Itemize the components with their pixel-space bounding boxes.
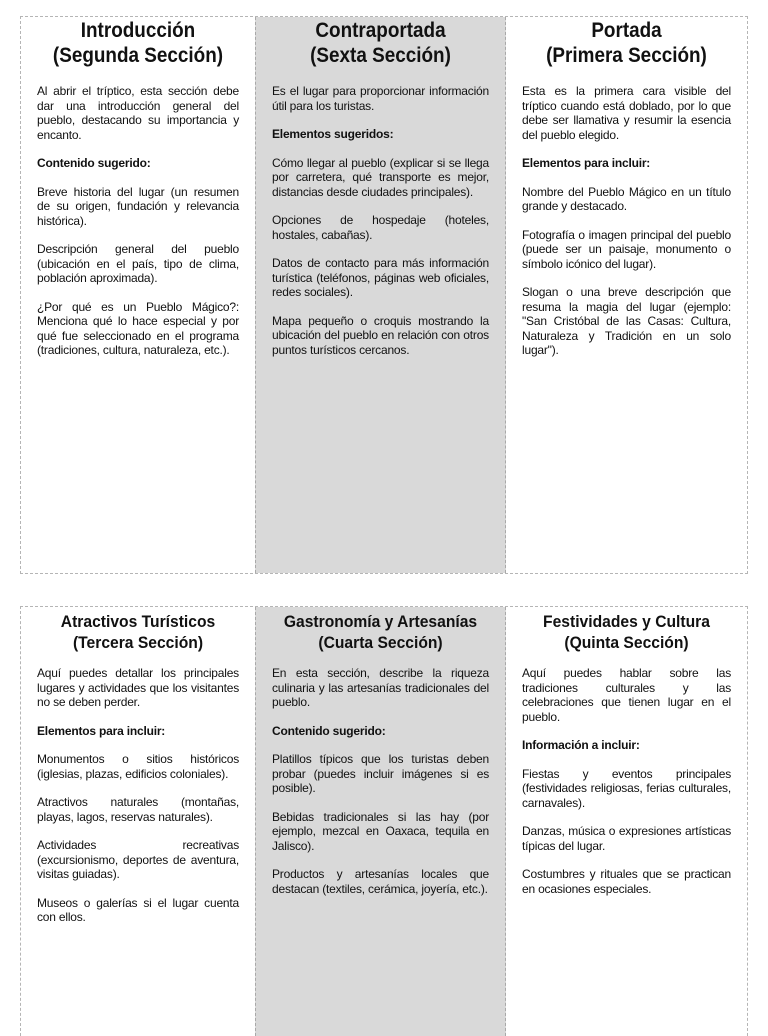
paragraph: Atractivos naturales (montañas, playas, lagos, reservas naturales). bbox=[37, 795, 239, 824]
panel-title-line: Gastronomía y Artesanías bbox=[283, 612, 478, 631]
paragraph: Fiestas y eventos principales (festividades religiosas, ferias culturales, carnavales). bbox=[522, 766, 731, 810]
panel-title bbox=[530, 607, 722, 653]
paragraph: En esta sección, describe la riqueza culinaria y las artesanías tradicionales del pueblo. bbox=[272, 666, 489, 709]
panel-atractivos bbox=[21, 607, 255, 1036]
panel-title bbox=[281, 607, 481, 653]
panel-body bbox=[522, 84, 731, 358]
panel-title-subline: (Cuarta Sección) bbox=[318, 633, 443, 652]
paragraph: Fotografía o imagen principal del pueblo (puede ser un paisaje, monumento o símbolo icónico del lugar). bbox=[522, 227, 731, 271]
panel-title-line: Atractivos Turísticos bbox=[60, 612, 216, 631]
panel-title-line: Contraportada bbox=[315, 19, 446, 42]
paragraph: Slogan o una breve descripción que resuma la magia del lugar (ejemplo: "San Cristóbal de las Casas: Cultura, Naturaleza y Tradición en un solo lugar"). bbox=[522, 285, 731, 357]
paragraph: Museos o galerías si el lugar cuenta con ellos. bbox=[37, 895, 239, 924]
paragraph: Monumentos o sitios históricos (iglesias, plazas, edificios coloniales). bbox=[37, 752, 239, 781]
panel-title-subline: (Quinta Sección) bbox=[564, 633, 689, 652]
paragraph: Cómo llegar al pueblo (explicar si se llega por carretera, qué transporte es mejor, distancias desde ciudades principales). bbox=[272, 155, 489, 199]
paragraph: Es el lugar para proporcionar información útil para los turistas. bbox=[272, 84, 489, 113]
panel-body bbox=[522, 666, 731, 896]
panel-title-subline: (Tercera Sección) bbox=[72, 633, 204, 652]
panel-festividades bbox=[506, 607, 747, 1036]
section-subheading: Información a incluir: bbox=[522, 738, 640, 752]
panel-body bbox=[272, 84, 489, 357]
panel-title-line: Introducción bbox=[80, 19, 196, 42]
panel-contraportada bbox=[255, 17, 506, 573]
paragraph: Nombre del Pueblo Mágico en un título grande y destacado. bbox=[522, 184, 731, 213]
triptych-inner-side bbox=[20, 606, 748, 1036]
section-subheading: Elementos sugeridos: bbox=[272, 127, 394, 141]
panel-body bbox=[37, 84, 239, 358]
panel-title-subline: (Segunda Sección) bbox=[52, 44, 224, 67]
panel-introduccion bbox=[21, 17, 255, 573]
section-subheading: Contenido sugerido: bbox=[272, 723, 386, 738]
paragraph: Aquí puedes hablar sobre las tradiciones culturales y las celebraciones que tienen lugar en el pueblo. bbox=[522, 666, 731, 724]
paragraph: Esta es la primera cara visible del tríptico cuando está doblado, por lo que debe ser llamativa y resumir la esencia del pueblo elegido. bbox=[522, 84, 731, 142]
paragraph: ¿Por qué es un Pueblo Mágico?: Menciona qué lo hace especial y por qué fue seleccionado en el programa (tradiciones, cultura, naturaleza, etc.). bbox=[37, 299, 239, 357]
panel-title-subline: (Sexta Sección) bbox=[310, 44, 451, 67]
paragraph: Productos y artesanías locales que destacan (textiles, cerámica, joyería, etc.). bbox=[272, 867, 489, 896]
paragraph: Aquí puedes detallar los principales lugares y actividades que los visitantes no se deben perder. bbox=[37, 666, 239, 709]
section-subheading: Elementos para incluir: bbox=[37, 723, 166, 738]
panel-title-line: Festividades y Cultura bbox=[543, 612, 710, 631]
panel-gastronomia bbox=[255, 607, 506, 1036]
panel-title bbox=[47, 17, 229, 68]
panel-body bbox=[272, 666, 489, 896]
panel-title-subline: (Primera Sección) bbox=[546, 44, 707, 67]
paragraph: Platillos típicos que los turistas deben probar (puedes incluir imágenes si es posible). bbox=[272, 752, 489, 795]
paragraph: Opciones de hospedaje (hoteles, hostales, cabañas). bbox=[272, 213, 489, 242]
panel-title bbox=[45, 607, 231, 653]
panel-title bbox=[283, 17, 478, 68]
paragraph: Descripción general del pueblo (ubicación en el país, tipo de clima, población aproximada). bbox=[37, 242, 239, 285]
paragraph: Breve historia del lugar (un resumen de su origen, fundación y relevancia histórica). bbox=[37, 184, 239, 228]
paragraph: Actividades recreativas (excursionismo, deportes de aventura, visitas guiadas). bbox=[37, 838, 239, 881]
panel-title bbox=[532, 17, 720, 68]
panel-body bbox=[37, 666, 239, 925]
paragraph: Al abrir el tríptico, esta sección debe dar una introducción general del pueblo, destacando su importancia y encanto. bbox=[37, 84, 239, 142]
paragraph: Datos de contacto para más información turística (teléfonos, páginas web oficiales, redes sociales). bbox=[272, 256, 489, 299]
paragraph: Bebidas tradicionales si las hay (por ejemplo, mezcal en Oaxaca, tequila en Jalisco). bbox=[272, 809, 489, 853]
paragraph: Danzas, música o expresiones artísticas típicas del lugar. bbox=[522, 824, 731, 853]
triptych-outer-side bbox=[20, 16, 748, 574]
paragraph: Costumbres y rituales que se practican en ocasiones especiales. bbox=[522, 867, 731, 896]
panel-title-line: Portada bbox=[591, 19, 662, 42]
paragraph: Mapa pequeño o croquis mostrando la ubicación del pueblo en relación con otros puntos turísticos cercanos. bbox=[272, 313, 489, 357]
section-subheading: Contenido sugerido: bbox=[37, 156, 151, 170]
section-subheading: Elementos para incluir: bbox=[522, 156, 651, 170]
panel-portada bbox=[506, 17, 747, 573]
